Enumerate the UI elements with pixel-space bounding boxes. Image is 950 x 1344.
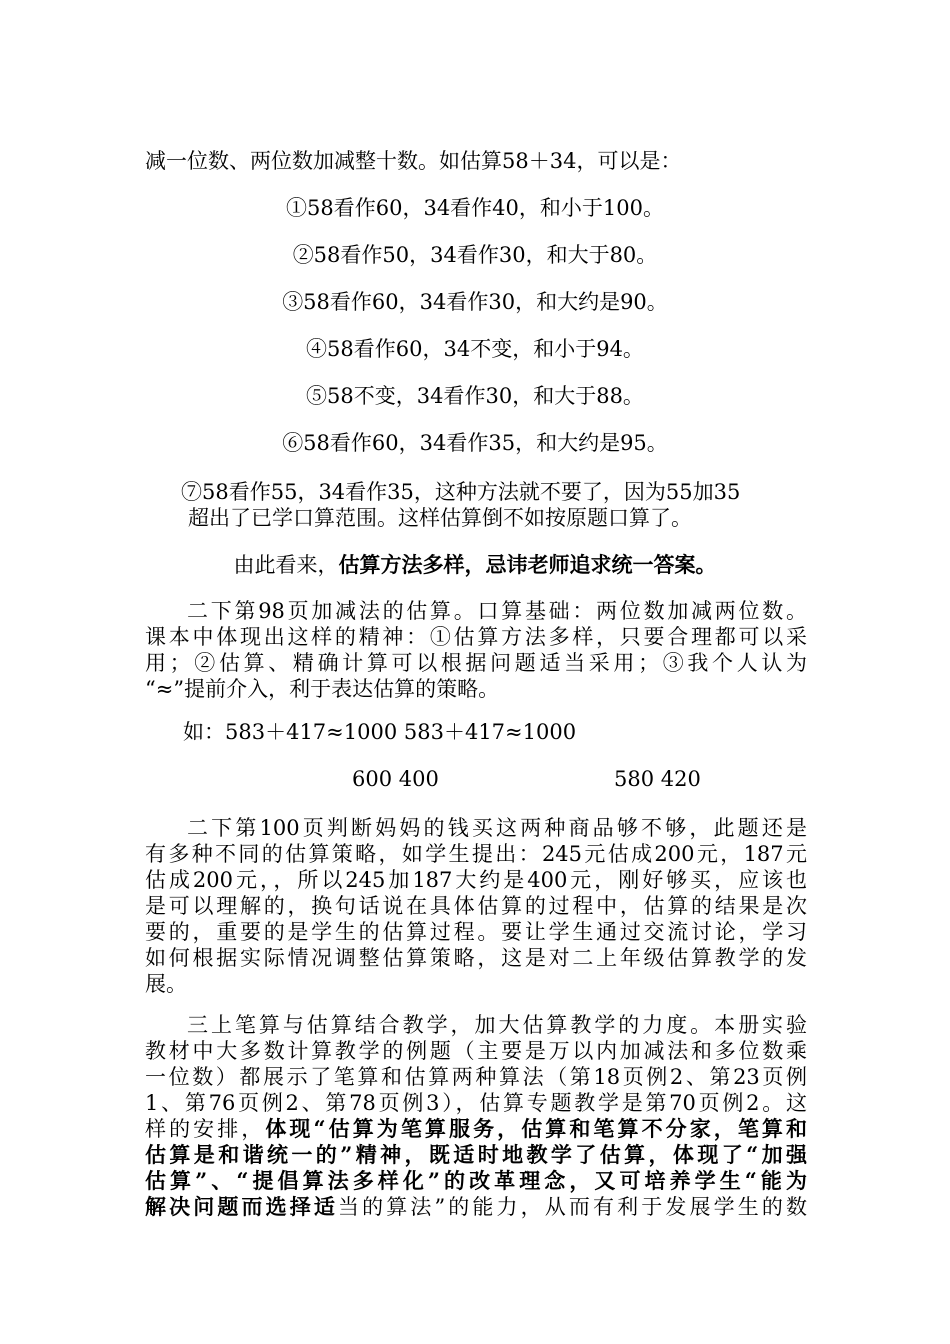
- para-98-line-1: 二下第98页加减法的估算。口算基础：两位数加减两位数。: [187, 599, 807, 623]
- paragraph-page-100: [145, 815, 807, 997]
- para-100-line-3: 估成200元，，所以245加187大约是400元，刚好够买，应该也: [145, 868, 807, 892]
- para-3-line-5: [145, 1116, 807, 1142]
- para-3-line-5-plain: 样的安排，: [145, 1117, 266, 1141]
- conclusion-bold: 估算方法多样，忌讳老师追求统一答案。: [338, 552, 717, 577]
- method-2: ②58看作50，34看作30，和大于80。: [292, 243, 658, 267]
- method-5: ⑤58不变，34看作30，和大于88。: [306, 384, 644, 408]
- conclusion: [0, 552, 950, 578]
- para-3-line-7: 估算”、“提倡算法多样化”的改革理念，又可培养学生“能为: [145, 1168, 807, 1193]
- method-4: ④58看作60，34不变，和小于94。: [306, 337, 644, 361]
- para-100-line-5: 要的，重要的是学生的估算过程。要让学生通过交流讨论，学习: [145, 920, 807, 944]
- conclusion-prefix: 由此看来，: [233, 553, 339, 577]
- para-98-line-4: “≈”提前介入，利于表达估算的策略。: [145, 677, 500, 701]
- para-3-line-8-bold: 解决问题而选择适: [145, 1194, 338, 1219]
- para-100-line-1: 二下第100页判断妈妈的钱买这两种商品够不够，此题还是: [187, 816, 807, 840]
- example-sub-right: 580 420: [614, 767, 701, 791]
- para-98-line-3: 用；②估算、精确计算可以根据问题适当采用；③我个人认为: [145, 651, 807, 675]
- para-100-line-4: 是可以理解的，换句话说在具体估算的过程中，估算的结果是次: [145, 894, 807, 918]
- para-3-line-5-bold: 体现“估算为笔算服务，估算和笔算不分家，笔算和: [265, 1116, 808, 1141]
- para-3-line-4: 1、第76页例2、第78页例3），估算专题教学是第70页例2。这: [145, 1091, 807, 1115]
- paragraph-grade-3: [145, 1012, 807, 1220]
- para-3-line-8: [145, 1194, 807, 1220]
- paragraph-page-98: [145, 598, 807, 702]
- intro-line: 减一位数、两位数加减整十数。如估算58＋34，可以是：: [145, 149, 682, 173]
- method-6: ⑥58看作60，34看作35，和大约是95。: [282, 431, 668, 455]
- para-3-line-3: 一位数）都展示了笔算和估算两种算法（第18页例2、第23页例: [145, 1065, 807, 1089]
- example-sub-left: 600 400: [352, 767, 439, 791]
- para-3-line-2: 教材中大多数计算教学的例题（主要是万以内加减法和多位数乘: [145, 1039, 807, 1063]
- method-1: ①58看作60，34看作40，和小于100。: [286, 196, 664, 220]
- para-100-line-6: 如何根据实际情况调整估算策略，这是对二上年级估算教学的发: [145, 946, 807, 970]
- para-3-line-1: 三上笔算与估算结合教学，加大估算教学的力度。本册实验: [187, 1013, 807, 1037]
- method-3: ③58看作60，34看作30，和大约是90。: [282, 290, 668, 314]
- para-98-line-2: 课本中体现出这样的精神：①估算方法多样，只要合理都可以采: [145, 625, 807, 649]
- para-3-line-6: 估算是和谐统一的”精神，既适时地教学了估算，体现了“加强: [145, 1142, 807, 1167]
- para-100-line-7: 展。: [145, 972, 187, 996]
- example-line: 如：583＋417≈1000 583＋417≈1000: [183, 720, 577, 744]
- method-7-line-1: ⑦58看作55，34看作35，这种方法就不要了，因为55加35: [181, 480, 741, 504]
- para-3-line-8-plain: 当的算法”的能力，从而有利于发展学生的数: [337, 1195, 808, 1219]
- para-100-line-2: 有多种不同的估算策略，如学生提出：245元估成200元，187元: [145, 842, 807, 866]
- method-7-line-2: 超出了已学口算范围。这样估算倒不如按原题口算了。: [188, 506, 692, 530]
